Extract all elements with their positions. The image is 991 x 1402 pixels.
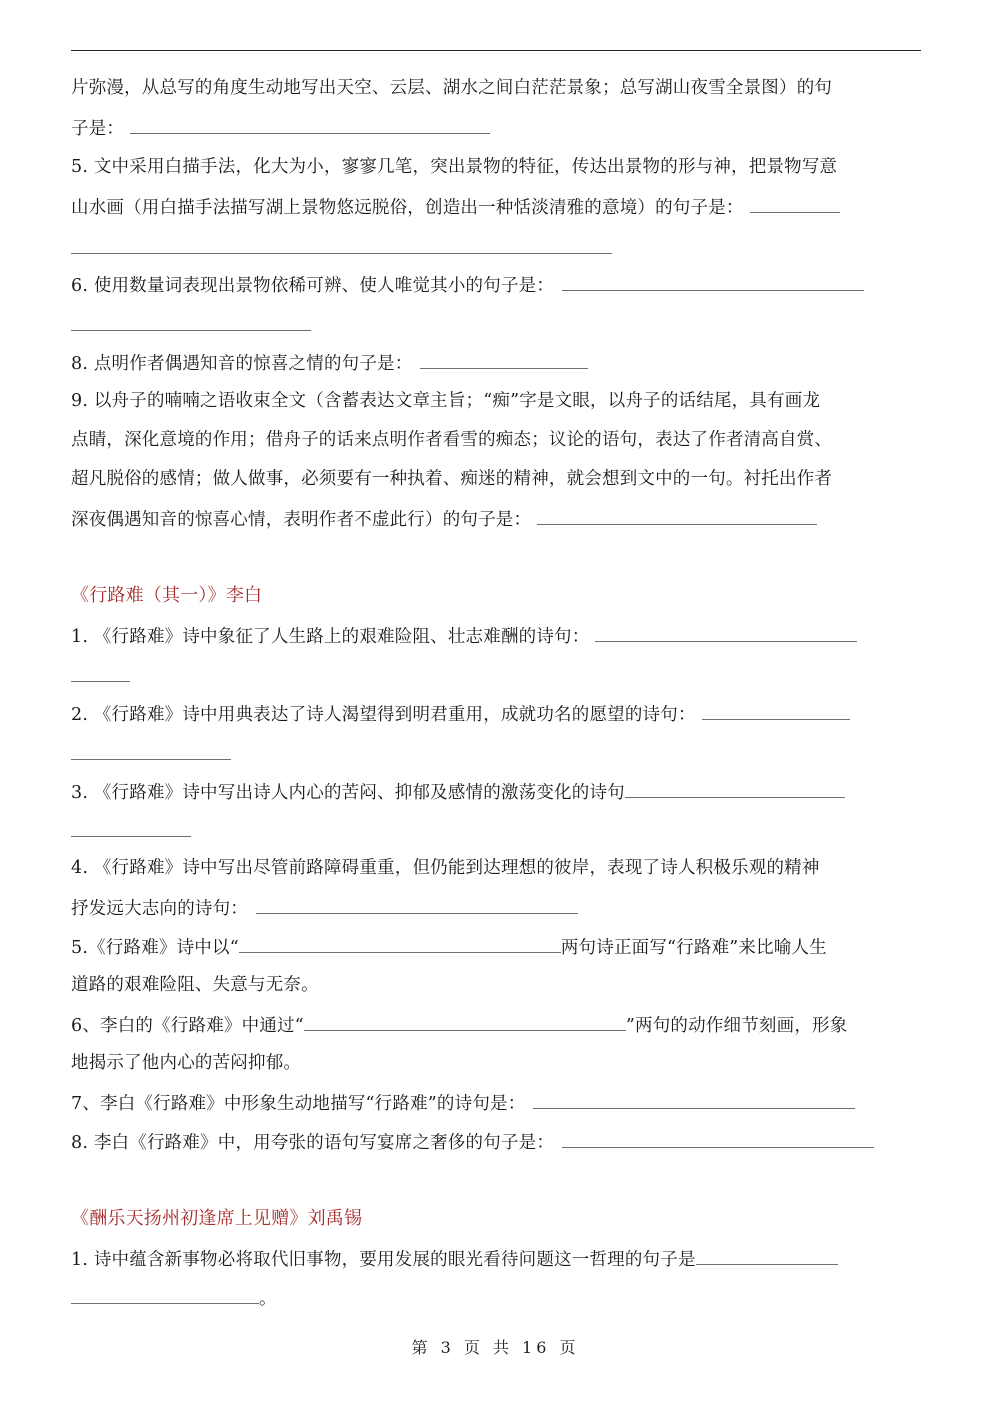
text-line: [71, 1285, 277, 1311]
question-text: 两句诗正面写“行路难”来比喻人生: [560, 938, 827, 958]
answer-blank[interactable]: [256, 895, 578, 914]
punctuation: 。: [259, 1289, 277, 1309]
answer-blank[interactable]: [562, 272, 864, 291]
question-text: 地揭示了他内心的苦闷抑郁。: [71, 1053, 302, 1073]
header-rule: [71, 50, 921, 51]
text-line: [71, 506, 817, 532]
question-text: ”两句的动作细节刻画，形象: [625, 1016, 848, 1036]
answer-blank[interactable]: [71, 253, 612, 254]
text-line: [71, 1051, 301, 1075]
question-2: [71, 701, 850, 727]
question-text: 5.《行路难》诗中以“: [71, 938, 239, 958]
question-text: 9. 以舟子的喃喃之语收束全文（含蓄表达文章主旨；“痴”字是文眼，以舟子的话结尾，具有画龙: [71, 391, 821, 411]
question-text: 1. 《行路难》诗中象征了人生路上的艰难险阻、壮志难酬的诗句：: [71, 627, 590, 647]
text-line: [71, 194, 840, 220]
answer-blank[interactable]: [71, 681, 130, 682]
answer-blank[interactable]: [304, 1012, 626, 1031]
question-1: [71, 623, 857, 649]
text-line: [71, 115, 490, 141]
answer-blank[interactable]: [533, 1090, 855, 1109]
question-text: 6. 使用数量词表现出景物依稀可辨、使人唯觉其小的句子是：: [71, 276, 555, 296]
question-text: 4. 《行路难》诗中写出尽管前路障碍重重，但仍能到达理想的彼岸，表现了诗人积极乐观的精神: [71, 858, 820, 878]
question-text: 1. 诗中蕴含新事物必将取代旧事物，要用发展的眼光看待问题这一哲理的句子是: [71, 1250, 696, 1270]
answer-blank[interactable]: [750, 194, 840, 213]
text: 子是：: [71, 119, 125, 139]
question-1: [71, 1246, 838, 1272]
answer-blank[interactable]: [71, 330, 311, 331]
question-text: 5. 文中采用白描手法，化大为小，寥寥几笔，突出景物的特征，传达出景物的形与神，把景物写意: [71, 157, 838, 177]
question-text: 抒发远大志向的诗句：: [71, 899, 248, 919]
question-text: 8. 李白《行路难》中，用夸张的语句写宴席之奢侈的句子是：: [71, 1133, 555, 1153]
question-7: [71, 1090, 855, 1116]
answer-blank[interactable]: [595, 623, 857, 642]
question-9: [71, 389, 820, 413]
question-text: 点睛，深化意境的作用；借舟子的话来点明作者看雪的痴态；议论的语句，表达了作者清高自赏、: [71, 430, 833, 450]
question-8: [71, 1129, 874, 1155]
question-text: 道路的艰难险阻、失意与无奈。: [71, 975, 319, 995]
question-text: 深夜偶遇知音的惊喜心情，表明作者不虚此行）的句子是：: [71, 510, 532, 530]
question-text: 山水画（用白描手法描写湖上景物悠远脱俗，创造出一种恬淡清雅的意境）的句子是：: [71, 198, 744, 218]
question-text: 2. 《行路难》诗中用典表达了诗人渴望得到明君重用，成就功名的愿望的诗句：: [71, 705, 696, 725]
text-line: [71, 428, 832, 452]
question-4: [71, 856, 820, 880]
question-text: 6、李白的《行路难》中通过“: [71, 1016, 304, 1036]
text: 片弥漫，从总写的角度生动地写出天空、云层、湖水之间白茫茫景象；总写湖山夜雪全景图）的句: [71, 78, 833, 98]
text-line: [71, 76, 832, 100]
question-3: [71, 779, 845, 805]
question-5: [71, 155, 837, 179]
answer-blank[interactable]: [625, 779, 845, 798]
answer-blank[interactable]: [71, 836, 191, 837]
answer-blank[interactable]: [696, 1246, 838, 1265]
text-line: [71, 467, 832, 491]
section-heading: [71, 584, 262, 608]
question-8: [71, 350, 588, 376]
question-text: 8. 点明作者偶遇知音的惊喜之情的句子是：: [71, 354, 413, 374]
question-6: [71, 272, 864, 298]
heading-text: 《行路难（其一）》李白: [71, 585, 263, 606]
heading-text: 《酬乐天扬州初逢席上见赠》刘禹锡: [71, 1208, 363, 1229]
question-5: [71, 934, 827, 960]
answer-blank[interactable]: [239, 934, 561, 953]
answer-blank[interactable]: [71, 1285, 259, 1304]
question-text: 3. 《行路难》诗中写出诗人内心的苦闷、抑郁及感情的激荡变化的诗句: [71, 783, 625, 803]
answer-blank[interactable]: [537, 506, 817, 525]
answer-blank[interactable]: [130, 115, 490, 134]
answer-blank[interactable]: [71, 759, 231, 760]
question-text: 7、李白《行路难》中形象生动地描写“行路难”的诗句是：: [71, 1094, 526, 1114]
answer-blank[interactable]: [420, 350, 588, 369]
section-heading: [71, 1207, 362, 1231]
page-number: 第 3 页 共 16 页: [411, 1338, 580, 1357]
text-line: [71, 895, 578, 921]
question-6: [71, 1012, 847, 1038]
question-text: 超凡脱俗的感情；做人做事，必须要有一种执着、痴迷的精神，就会想到文中的一句。衬托出作者: [71, 469, 833, 489]
answer-blank[interactable]: [562, 1129, 874, 1148]
answer-blank[interactable]: [702, 701, 850, 720]
text-line: [71, 973, 319, 997]
